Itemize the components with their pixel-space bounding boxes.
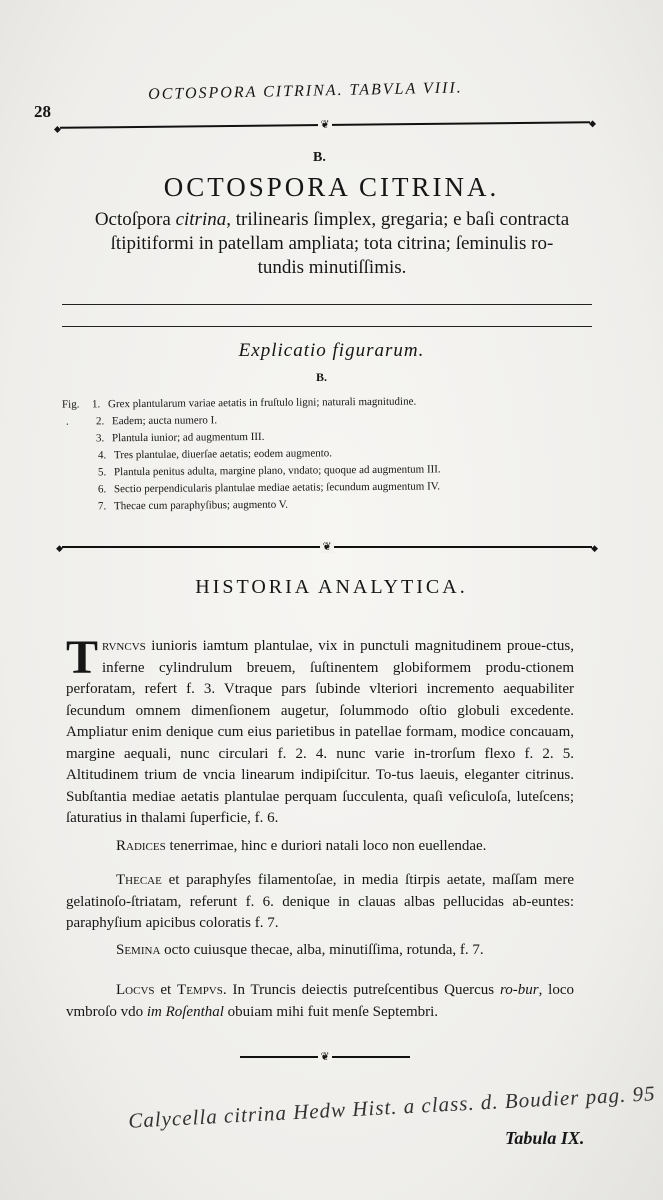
ornamental-rule-top: ◆ ❦ ◆ [53,118,597,134]
species-title: OCTOSPORA CITRINA. [163,172,500,202]
figure-number: 4. [97,449,107,462]
figure-number: 5. [97,466,107,479]
figure-text: Thecae cum paraphyſibus; augmento V. [113,498,289,513]
figure-text: Eadem; aucta numero I. [111,414,218,428]
historia-paragraph-radices: Radices tenerrimae, hinc e duriori natali loco non euellendae. [116,838,487,854]
rule-line [62,304,592,305]
page-number: 28 [34,102,51,121]
ornamental-rule-middle: ◆ ❦ ◆ [56,541,598,553]
species-letter: B. [313,150,326,165]
figure-number: 2. [95,415,105,428]
handwritten-annotation: Calycella citrina Hedw Hist. a class. d. Boudier pag. 95 [127,1081,657,1133]
explicatio-letter: B. [316,370,328,384]
figure-item [68,495,441,515]
historia-heading: HISTORIA ANALYTICA. [195,576,468,598]
figure-text: Sectio perpendicularis plantulae mediae aetatis; ſecundum augmentum IV. [113,480,441,496]
figure-text: Plantula penitus adulta, margine plano, vndato; quoque ad augmentum III. [113,463,441,479]
figure-number: 1. [91,398,101,411]
explicatio-heading: Explicatio figurarum. [238,340,425,361]
historia-paragraph-thecae: Thecae et paraphyſes filamentoſae, in media ſtirpis aetate, maſſam mere gelatinoſo-ſtriatam, referunt f. 6. denique in clauas albas pellucidas ab-euntes: paraphyſium apicibus coloratis f. 7. [66,872,574,931]
historia-paragraph-semina: Semina octo cuiusque thecae, alba, minutiſſima, rotunda, f. 7. [116,942,484,958]
figure-text: Grex plantularum variae aetatis in fruſtulo ligni; naturali magnitudine. [107,395,417,411]
figure-number: 3. [95,432,105,445]
drop-cap: T [66,631,99,684]
historia-paragraph-truncus: Trvncvs iunioris iamtum plantulae, vix in punctuli magnitudinem proue-ctus, inferne cylindrulum breuem, ſuſtinentem globiformem produ-ctionem perforatam, refert f. 3. Vtraque pars ſubinde vlteriori incremento aequabiliter ſecundum omnem dimenſionem augetur, ſolummodo oſtio globuli excedente. Ampliatur enim denique cum eius parietibus in patellae formam, modice concauam, margine aequali, nunc circulari f. 2. 4. nunc varie in-trorſum flexo f. 2. 5. Altitudinem trium de vncia linearum indipiſcitur. To-tus laeuis, eleganter citrinus. Subſtantia mediae aetatis plantulae perquam ſucculenta, quaſi veſiculoſa, luteſcens; ſaturatius in thalami ſuperficie, f. 6. [66,631,574,826]
figure-number: 6. [97,483,107,496]
figure-label: . [65,415,69,428]
ornamental-rule-bottom: ❦ [240,1051,410,1063]
running-head: OCTOSPORA CITRINA. TABVLA VIII. [148,79,463,103]
figure-number: 7. [97,500,107,513]
figure-label: Fig. [61,398,80,411]
figure-text: Tres plantulae, diuerſae aetatis; eodem augmento. [113,447,333,462]
species-description: Octoſpora citrina, trilinearis ſimplex, gregaria; e baſi contracta ſtipitiformi in patellam ampliata; tota citrina; ſeminulis ro- tundis minutiſſimis. [94,209,570,278]
figure-list [62,395,441,514]
rule-line [62,326,592,327]
figure-text: Plantula iunior; ad augmentum III. [111,430,265,445]
tabula-note: Tabula IX. [505,1128,585,1148]
historia-paragraph-locus: Locvs et Tempvs. In Truncis deiectis putreſcentibus Quercus ro-bur, loco vmbroſo vdo im Roſenthal obuiam mihi fuit menſe Septembri. [66,982,574,1020]
